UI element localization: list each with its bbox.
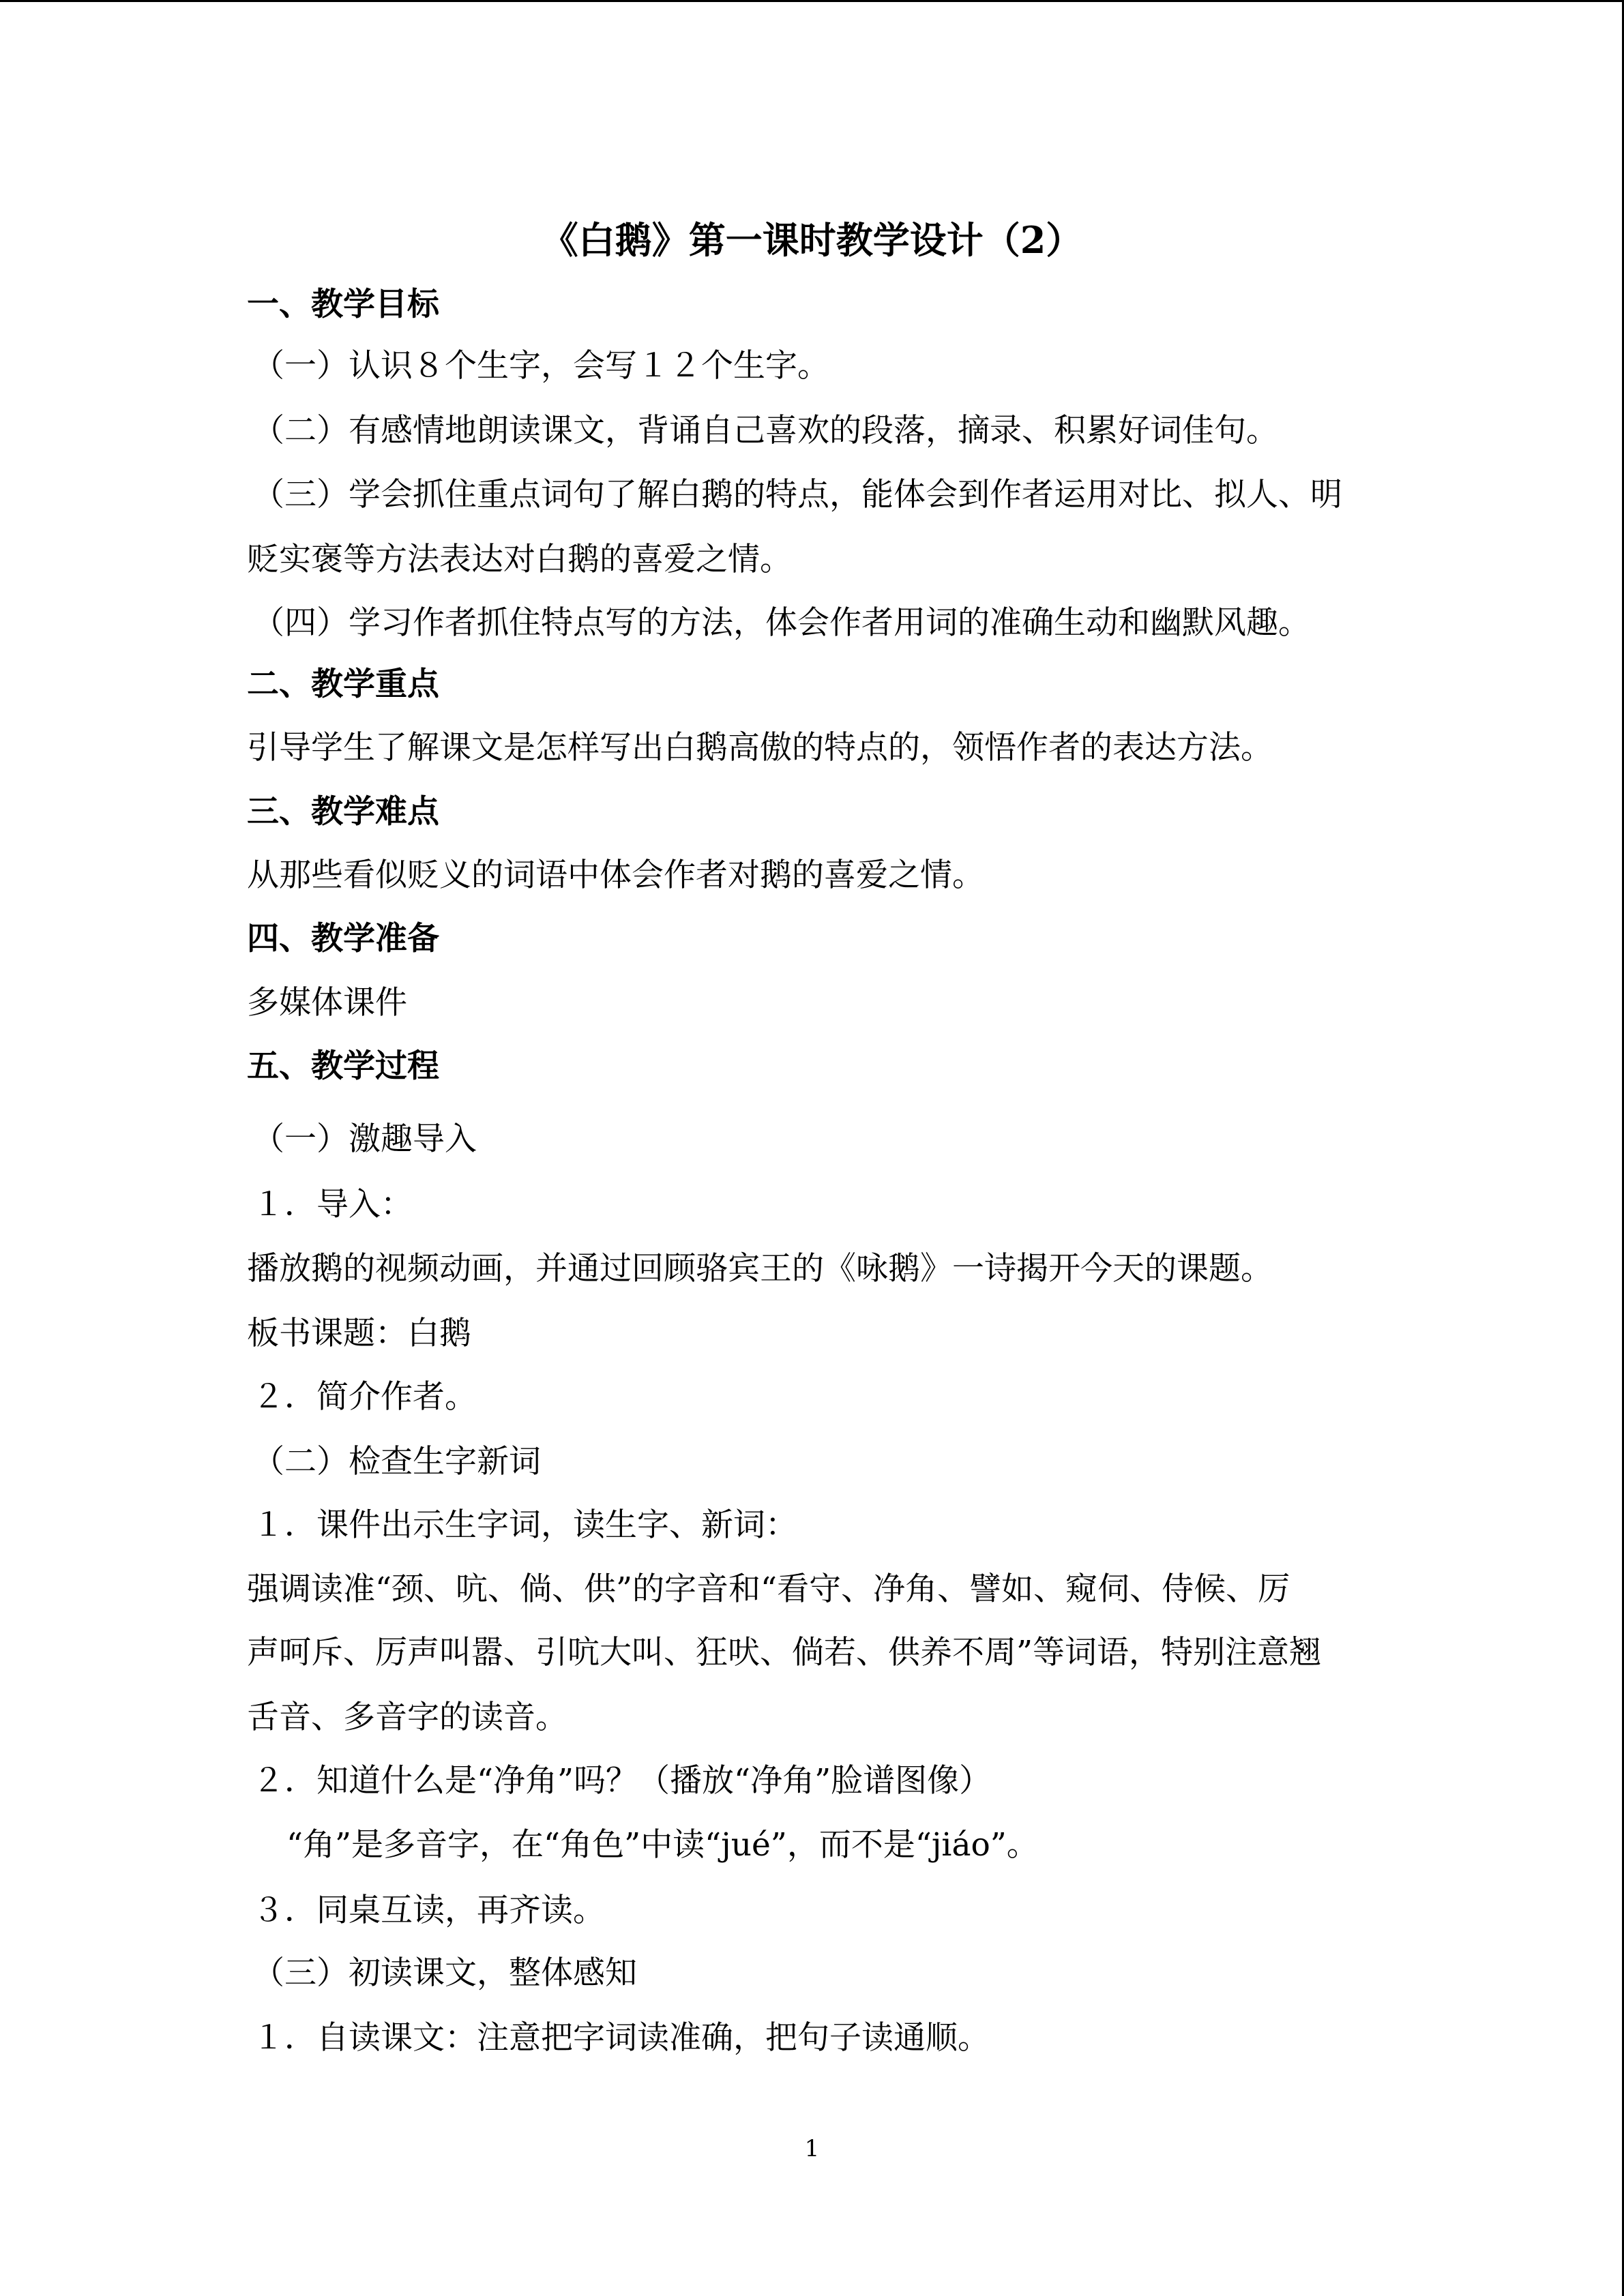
section-heading-objectives: 一、教学目标 — [247, 286, 439, 323]
process-line-3: 播放鹅的视频动画，并通过回顾骆宾王的《咏鹅》一诗揭开今天的课题。 — [247, 1250, 1273, 1287]
process-line-1: （一）激趣导入 — [252, 1120, 477, 1158]
objective-item-4: （四）学习作者抓住特点写的方法，体会作者用词的准确生动和幽默风趣。 — [252, 604, 1310, 642]
process-line-6: （二）检查生字新词 — [252, 1443, 541, 1480]
process-line-10: 舌音、多音字的读音。 — [247, 1699, 567, 1736]
section-heading-preparation: 四、教学准备 — [247, 920, 439, 957]
section-heading-difficulties: 三、教学难点 — [247, 793, 439, 831]
objective-item-3: （三）学会抓住重点词句了解白鹅的特点，能体会到作者运用对比、拟人、明 — [252, 476, 1342, 513]
process-line-14: （三）初读课文，整体感知 — [252, 1954, 637, 1992]
process-line-12: “角”是多音字，在“角色”中读“jué”，而不是“jiáo”。 — [286, 1826, 1039, 1864]
process-line-5: ２．简介作者。 — [252, 1378, 477, 1416]
section-heading-key-points: 二、教学重点 — [247, 666, 439, 703]
process-line-9: 声呵斥、厉声叫嚣、引吭大叫、狂吠、倘若、供养不周”等词语，特别注意翘 — [247, 1634, 1322, 1671]
preparation-text: 多媒体课件 — [247, 984, 407, 1022]
document-title: 《白鹅》第一课时教学设计（2） — [541, 218, 1083, 262]
process-line-2: １．导入： — [252, 1186, 413, 1223]
section-heading-process: 五、教学过程 — [247, 1047, 439, 1085]
objective-item-1: （一）认识８个生字，会写１２个生字。 — [252, 347, 829, 385]
process-line-8: 强调读准“颈、吭、倘、供”的字音和“看守、净角、譬如、窥伺、侍候、厉 — [247, 1570, 1290, 1608]
process-line-15: １．自读课文：注意把字词读准确，把句子读通顺。 — [252, 2019, 990, 2057]
process-line-13: ３．同桌互读，再齐读。 — [252, 1892, 605, 1929]
process-line-11: ２．知道什么是“净角”吗？（播放“净角”脸谱图像） — [252, 1762, 992, 1800]
key-points-text: 引导学生了解课文是怎样写出白鹅高傲的特点的，领悟作者的表达方法。 — [247, 729, 1273, 766]
difficulties-text: 从那些看似贬义的词语中体会作者对鹅的喜爱之情。 — [247, 856, 984, 894]
objective-item-3-continued: 贬实褒等方法表达对白鹅的喜爱之情。 — [247, 541, 792, 578]
process-line-7: １．课件出示生字词，读生字、新词： — [252, 1506, 797, 1544]
page-number: 1 — [804, 2135, 820, 2162]
objective-item-2: （二）有感情地朗读课文，背诵自己喜欢的段落，摘录、积累好词佳句。 — [252, 412, 1278, 449]
process-line-4: 板书课题：白鹅 — [247, 1315, 471, 1352]
page-border-top — [0, 0, 1624, 2]
